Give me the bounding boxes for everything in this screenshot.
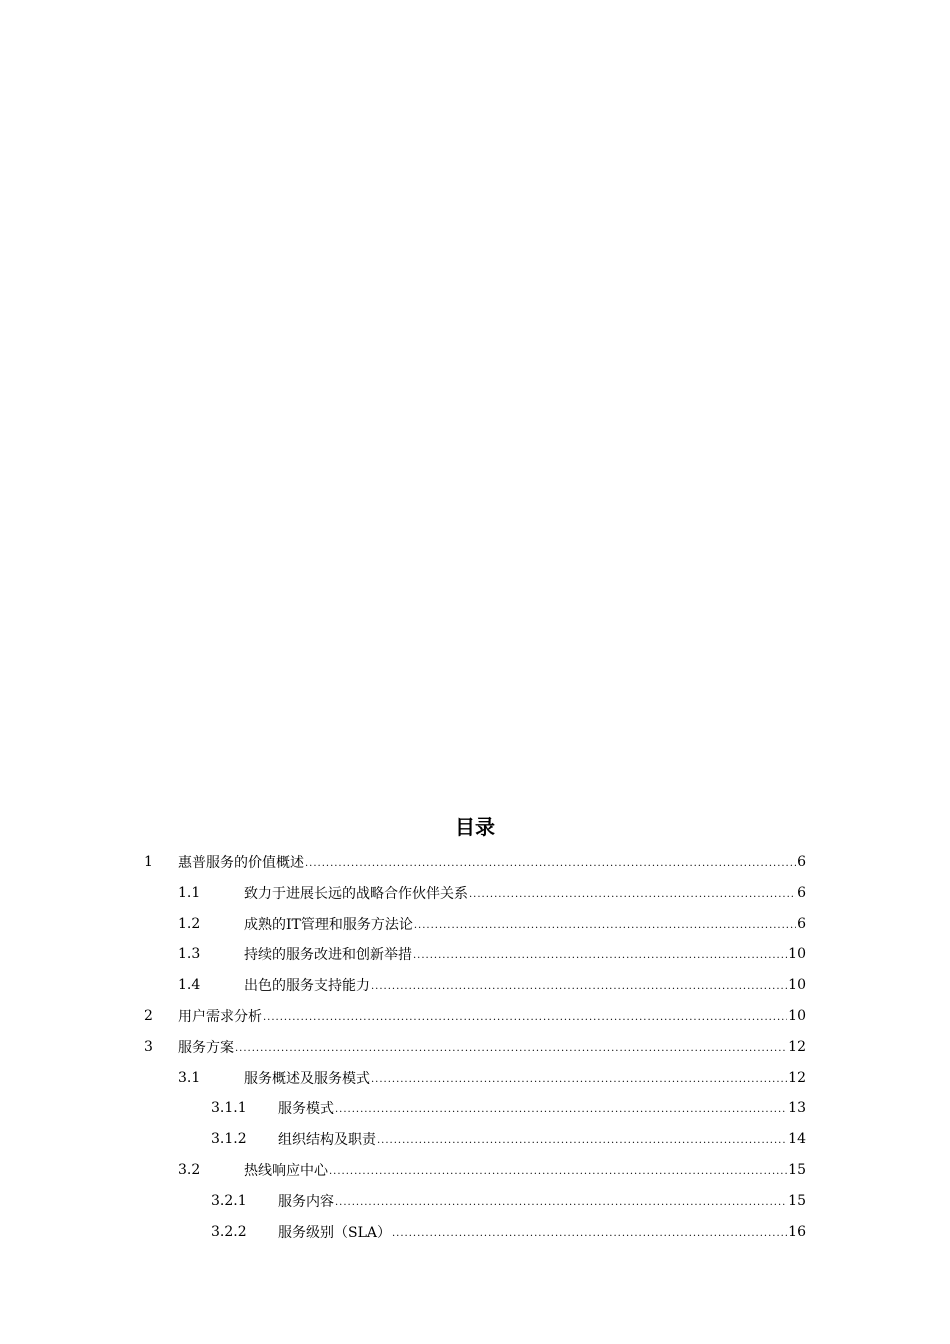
- toc-entry[interactable]: [0, 939, 950, 969]
- toc-entry[interactable]: [0, 878, 950, 908]
- toc-entry-title: 组织结构及职责: [278, 1132, 376, 1149]
- toc-entry-number: 3.2: [178, 1162, 201, 1178]
- toc-entry-page-number: 15: [788, 1162, 806, 1178]
- toc-dot-leader: [468, 880, 796, 910]
- toc-entry-number: 1.1: [178, 884, 201, 901]
- toc-entry-page-number: 13: [788, 1100, 806, 1117]
- toc-entry-page-number: 12: [788, 1069, 806, 1086]
- toc-entry-title: 服务模式: [278, 1101, 334, 1118]
- toc-dot-leader: [262, 1003, 787, 1033]
- toc-entry[interactable]: [0, 1186, 950, 1216]
- toc-entry-number: 3.2.2: [211, 1223, 247, 1240]
- toc-dot-leader: [234, 1034, 787, 1064]
- toc-dot-leader: [376, 1126, 787, 1156]
- toc-entry-number: 1.2: [178, 915, 201, 932]
- toc-entry-page-number: 10: [788, 1008, 806, 1024]
- toc-entry-title: 服务级别（SLA）: [278, 1224, 391, 1241]
- toc-dot-leader: [412, 941, 787, 971]
- toc-entry-page-number: 6: [797, 884, 806, 901]
- toc-entry-number: 1.4: [178, 977, 201, 994]
- toc-entry[interactable]: [0, 1155, 950, 1185]
- toc-entry[interactable]: [0, 1124, 950, 1154]
- toc-entry-page-number: 16: [788, 1223, 806, 1240]
- toc-entry[interactable]: [0, 970, 950, 1000]
- toc-entry-page-number: 15: [788, 1192, 806, 1209]
- toc-entry[interactable]: [0, 1001, 950, 1031]
- toc-entry[interactable]: [0, 1093, 950, 1123]
- toc-entry-title: 服务概述及服务模式: [244, 1070, 370, 1087]
- toc-entry-title: 惠普服务的价值概述: [178, 855, 304, 871]
- toc-entry[interactable]: [0, 1032, 950, 1062]
- toc-entry[interactable]: [0, 909, 950, 939]
- toc-title: 目录: [455, 815, 495, 839]
- toc-entry-page-number: 14: [788, 1131, 806, 1148]
- toc-entry-title: 服务内容: [278, 1193, 334, 1210]
- toc-entry-title: 成熟的IT管理和服务方法论: [244, 916, 413, 933]
- toc-entry-page-number: 10: [788, 977, 806, 994]
- toc-dot-leader: [334, 1188, 787, 1218]
- toc-entry-title: 持续的服务改进和创新举措: [244, 947, 412, 964]
- toc-dot-leader: [328, 1157, 787, 1187]
- toc-dot-leader: [304, 849, 796, 879]
- toc-entry[interactable]: [0, 1217, 950, 1247]
- toc-dot-leader: [370, 972, 787, 1002]
- toc-entry-number: 1: [144, 854, 153, 870]
- toc-entry-title: 用户需求分析: [178, 1009, 262, 1025]
- toc-dot-leader: [334, 1095, 787, 1125]
- toc-entry-number: 3.2.1: [211, 1192, 247, 1209]
- toc-entry-page-number: 12: [788, 1038, 806, 1055]
- toc-entry-number: 3.1.2: [211, 1131, 247, 1148]
- toc-entry-page-number: 6: [797, 854, 806, 870]
- toc-entry-title: 致力于进展长远的战略合作伙伴关系: [244, 885, 468, 902]
- toc-entry-title: 热线响应中心: [244, 1163, 328, 1179]
- toc-dot-leader: [391, 1219, 787, 1249]
- toc-dot-leader: [413, 911, 796, 941]
- toc-entry-number: 3.1.1: [211, 1100, 247, 1117]
- toc-entry[interactable]: [0, 847, 950, 877]
- toc-entry-page-number: 6: [797, 915, 806, 932]
- toc-entry-number: 1.3: [178, 946, 201, 963]
- toc-entry-number: 2: [144, 1008, 153, 1024]
- toc-entry-title: 服务方案: [178, 1039, 234, 1056]
- toc-entry[interactable]: [0, 1063, 950, 1093]
- toc-entry-page-number: 10: [788, 946, 806, 963]
- toc-dot-leader: [370, 1065, 787, 1095]
- toc-entry-number: 3.1: [178, 1069, 201, 1086]
- toc-entry-title: 出色的服务支持能力: [244, 978, 370, 995]
- toc-entry-number: 3: [144, 1038, 153, 1055]
